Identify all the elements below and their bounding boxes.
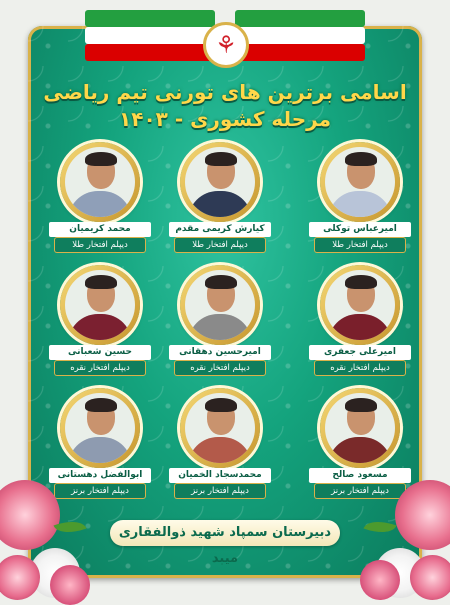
student-name: کیارش کریمی مقدم [169,222,271,237]
student-photo [60,388,140,468]
student-name: امیرعباس توکلی [309,222,411,237]
student-card [45,142,155,262]
student-card [165,388,275,508]
student-shirt [188,314,252,340]
student-photo [180,388,260,468]
student-shirt [188,437,252,463]
flower-decoration-bottom-center [360,560,400,600]
student-shirt [328,437,392,463]
student-hair [85,398,117,412]
student-award: دیپلم افتخار نقره [55,361,145,375]
student-award: دیپلم افتخار برنز [315,484,405,498]
student-award: دیپلم افتخار طلا [315,238,405,252]
student-photo [60,142,140,222]
student-card [165,265,275,385]
student-shirt [328,314,392,340]
student-card [305,142,415,262]
student-hair [205,275,237,289]
student-award: دیپلم افتخار نقره [315,361,405,375]
student-name: محمد کریمیان [49,222,151,237]
poster-subtitle: مرحله کشوری - ۱۴۰۳ [119,107,331,131]
student-photo [320,265,400,345]
student-photo [320,142,400,222]
poster-title: اسامی برترین های تورنی تیم ریاضی [43,80,407,104]
student-award: دیپلم افتخار طلا [55,238,145,252]
student-award: دیپلم افتخار طلا [175,238,265,252]
student-card [165,142,275,262]
student-shirt [68,191,132,217]
student-hair [205,398,237,412]
student-photo [180,265,260,345]
student-name: امیرحسین دهقانی [169,345,271,360]
student-name: امیرعلی جعفری [309,345,411,360]
iran-emblem-icon: ⚘ [203,22,249,68]
student-photo [60,265,140,345]
student-award: دیپلم افتخار نقره [175,361,265,375]
student-card [305,265,415,385]
student-shirt [188,191,252,217]
student-hair [205,152,237,166]
student-card [45,265,155,385]
student-shirt [328,191,392,217]
student-hair [85,275,117,289]
student-shirt [68,437,132,463]
flower-decoration-left-3 [0,555,40,600]
student-hair [85,152,117,166]
student-shirt [68,314,132,340]
student-hair [345,398,377,412]
student-card [45,388,155,508]
flag-right [235,10,365,62]
student-award: دیپلم افتخار برنز [55,484,145,498]
student-name: مسعود صالح [309,468,411,483]
flower-decoration-bottom-left [50,565,90,605]
student-name: حسین شعبانی [49,345,151,360]
student-card [305,388,415,508]
student-award: دیپلم افتخار برنز [175,484,265,498]
student-hair [345,152,377,166]
student-photo [320,388,400,468]
school-name: دبیرستان سمپاد شهید ذوالفقاری میبد [110,520,340,546]
student-name: ابوالفضل دهستانی [49,468,151,483]
flower-decoration-right-3 [410,555,450,600]
flag-left [85,10,215,62]
student-photo [180,142,260,222]
student-name: محمدسجاد الخمیان [169,468,271,483]
student-hair [345,275,377,289]
